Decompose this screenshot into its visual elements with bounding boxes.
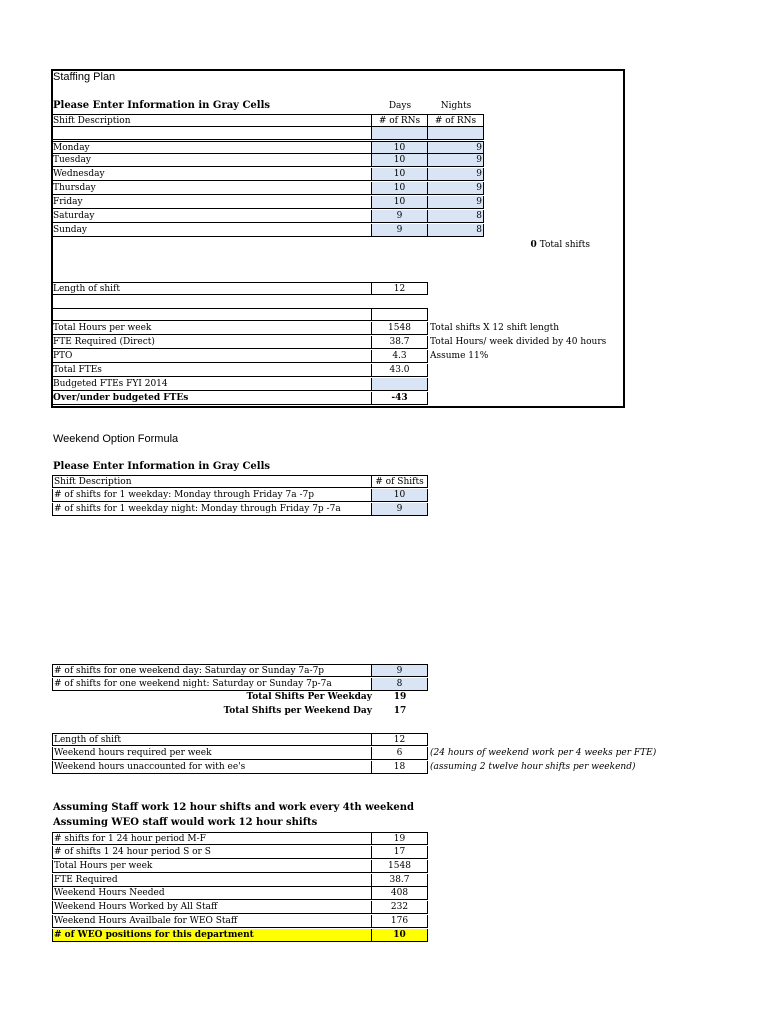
total-shifts-note xyxy=(490,240,590,250)
hours-label: Weekend hours unaccounted for with ee's xyxy=(52,761,372,774)
weo-positions-label: # of WEO positions for this department xyxy=(52,929,372,942)
summary-value: 43.0 xyxy=(372,364,428,377)
hours-value: 12 xyxy=(372,733,428,746)
table-row xyxy=(52,887,428,900)
hours-value: 6 xyxy=(372,747,428,760)
weo-positions-value: 10 xyxy=(372,929,428,942)
weekend-title: Weekend Option Formula xyxy=(53,433,179,445)
assume-label: # of shifts 1 24 hour period S or S xyxy=(52,846,372,859)
weekend-shifts-cell[interactable]: 9 xyxy=(372,664,428,677)
table-row xyxy=(52,503,428,516)
table-row xyxy=(52,182,484,195)
nights-header: Nights xyxy=(440,101,472,111)
weekend-header-row xyxy=(52,475,428,488)
day-label: Thursday xyxy=(52,182,372,195)
summary-label: Total FTEs xyxy=(52,364,372,377)
table-row xyxy=(52,336,428,349)
total-weekend-value: 17 xyxy=(393,706,407,716)
total-weekday-label: Total Shifts Per Weekday xyxy=(246,692,372,702)
assume-label: Weekend Hours Needed xyxy=(52,887,372,900)
night-rn-cell[interactable]: 9 xyxy=(428,168,484,181)
total-weekend-label: Total Shifts per Weekend Day xyxy=(223,706,372,716)
weekend-shifts-cell[interactable]: 8 xyxy=(372,678,428,691)
shifts-header: # of Shifts xyxy=(372,475,428,488)
table-row xyxy=(52,733,428,746)
blank-days-cell[interactable] xyxy=(372,127,428,140)
assume-value: 408 xyxy=(372,887,428,900)
table-row xyxy=(52,168,484,181)
days-header: Days xyxy=(388,101,412,111)
assume-value: 1548 xyxy=(372,860,428,873)
rn-nights-header: # of RNs xyxy=(428,114,484,127)
summary-label: Budgeted FTEs FYI 2014 xyxy=(52,378,372,391)
budgeted-fte-input[interactable] xyxy=(372,378,428,391)
summary-blank-row xyxy=(52,308,428,321)
weekday-shifts-cell[interactable]: 10 xyxy=(372,489,428,502)
day-label: Wednesday xyxy=(52,168,372,181)
assume-label: FTE Required xyxy=(52,874,372,887)
summary-label: Over/under budgeted FTEs xyxy=(52,392,372,405)
table-row xyxy=(52,860,428,873)
summary-label: PTO xyxy=(52,350,372,363)
staffing-blank-row xyxy=(52,127,484,140)
summary-value: 38.7 xyxy=(372,336,428,349)
assume-value: 176 xyxy=(372,915,428,928)
summary-value: 4.3 xyxy=(372,350,428,363)
assume-label: # shifts for 1 24 hour period M-F xyxy=(52,832,372,845)
table-row xyxy=(52,761,428,774)
hours-note: (assuming 2 twelve hour shifts per weekend) xyxy=(430,762,636,772)
staffing-instruction: Please Enter Information in Gray Cells xyxy=(53,100,271,111)
summary-note: Total shifts X 12 shift length xyxy=(430,323,560,333)
table-row xyxy=(52,322,428,335)
night-rn-cell[interactable]: 9 xyxy=(428,154,484,167)
table-row xyxy=(52,392,428,405)
night-rn-cell[interactable]: 8 xyxy=(428,224,484,237)
summary-value: 1548 xyxy=(372,322,428,335)
table-row xyxy=(52,350,428,363)
weo-positions-row xyxy=(52,929,428,942)
table-row xyxy=(52,846,428,859)
table-row xyxy=(52,915,428,928)
length-value: 12 xyxy=(372,282,428,295)
length-of-shift-row xyxy=(52,282,428,295)
weekend-label: # of shifts for one weekend night: Saturday or Sunday 7p-7a xyxy=(52,678,372,691)
day-rn-cell[interactable]: 10 xyxy=(372,196,428,209)
assume-value: 19 xyxy=(372,832,428,845)
weekend-label: # of shifts for one weekend day: Saturday or Sunday 7a-7p xyxy=(52,664,372,677)
weekday-label: # of shifts for 1 weekday: Monday through Friday 7a -7p xyxy=(52,489,372,502)
weekday-shifts-cell[interactable]: 9 xyxy=(372,503,428,516)
assume-value: 17 xyxy=(372,846,428,859)
assume-label: Total Hours per week xyxy=(52,860,372,873)
day-label: Monday xyxy=(52,141,372,154)
day-rn-cell[interactable]: 9 xyxy=(372,224,428,237)
day-rn-cell[interactable]: 10 xyxy=(372,154,428,167)
summary-label: Total Hours per week xyxy=(52,322,372,335)
table-row xyxy=(52,747,428,760)
total-shifts-label: Total shifts xyxy=(539,240,590,250)
table-row xyxy=(52,210,484,223)
summary-note: Total Hours/ week divided by 40 hours xyxy=(430,337,607,347)
shift-description-header: Shift Description xyxy=(52,114,372,127)
table-row xyxy=(52,901,428,914)
night-rn-cell[interactable]: 9 xyxy=(428,141,484,154)
blank-nights-cell[interactable] xyxy=(428,127,484,140)
length-label: Length of shift xyxy=(52,282,372,295)
total-weekday-value: 19 xyxy=(393,692,407,702)
total-shifts-value: 0 xyxy=(530,240,537,250)
weekend-instruction: Please Enter Information in Gray Cells xyxy=(53,461,271,472)
table-row xyxy=(52,832,428,845)
summary-note: Assume 11% xyxy=(430,351,489,361)
hours-value: 18 xyxy=(372,761,428,774)
assume-value: 232 xyxy=(372,901,428,914)
table-row xyxy=(52,364,428,377)
table-row xyxy=(52,874,428,887)
hours-note: (24 hours of weekend work per 4 weeks per FTE) xyxy=(430,748,657,758)
assume-line-1: Assuming Staff work 12 hour shifts and work every 4th weekend xyxy=(53,802,414,813)
table-row xyxy=(52,378,428,391)
day-rn-cell[interactable]: 10 xyxy=(372,182,428,195)
assume-value: 38.7 xyxy=(372,874,428,887)
assume-label: Weekend Hours Availbale for WEO Staff xyxy=(52,915,372,928)
table-row xyxy=(52,154,484,167)
table-row xyxy=(52,224,484,237)
day-label: Sunday xyxy=(52,224,372,237)
hours-label: Weekend hours required per week xyxy=(52,747,372,760)
day-rn-cell[interactable]: 10 xyxy=(372,168,428,181)
table-row xyxy=(52,678,428,691)
table-row xyxy=(52,141,484,154)
day-label: Friday xyxy=(52,196,372,209)
rn-days-header: # of RNs xyxy=(372,114,428,127)
shift-description-header: Shift Description xyxy=(52,475,372,488)
day-rn-cell[interactable]: 9 xyxy=(372,210,428,223)
table-row xyxy=(52,664,428,677)
night-rn-cell[interactable]: 9 xyxy=(428,196,484,209)
day-label: Saturday xyxy=(52,210,372,223)
summary-label: FTE Required (Direct) xyxy=(52,336,372,349)
hours-label: Length of shift xyxy=(52,733,372,746)
staffing-plan-title: Staffing Plan xyxy=(53,71,116,83)
assume-line-2: Assuming WEO staff would work 12 hour shifts xyxy=(53,817,318,828)
summary-value: -43 xyxy=(372,392,428,405)
day-rn-cell[interactable]: 10 xyxy=(372,141,428,154)
table-row xyxy=(52,489,428,502)
staffing-header-row xyxy=(52,114,484,127)
weekday-label: # of shifts for 1 weekday night: Monday through Friday 7p -7a xyxy=(52,503,372,516)
day-label: Tuesday xyxy=(52,154,372,167)
table-row xyxy=(52,196,484,209)
night-rn-cell[interactable]: 8 xyxy=(428,210,484,223)
assume-label: Weekend Hours Worked by All Staff xyxy=(52,901,372,914)
night-rn-cell[interactable]: 9 xyxy=(428,182,484,195)
